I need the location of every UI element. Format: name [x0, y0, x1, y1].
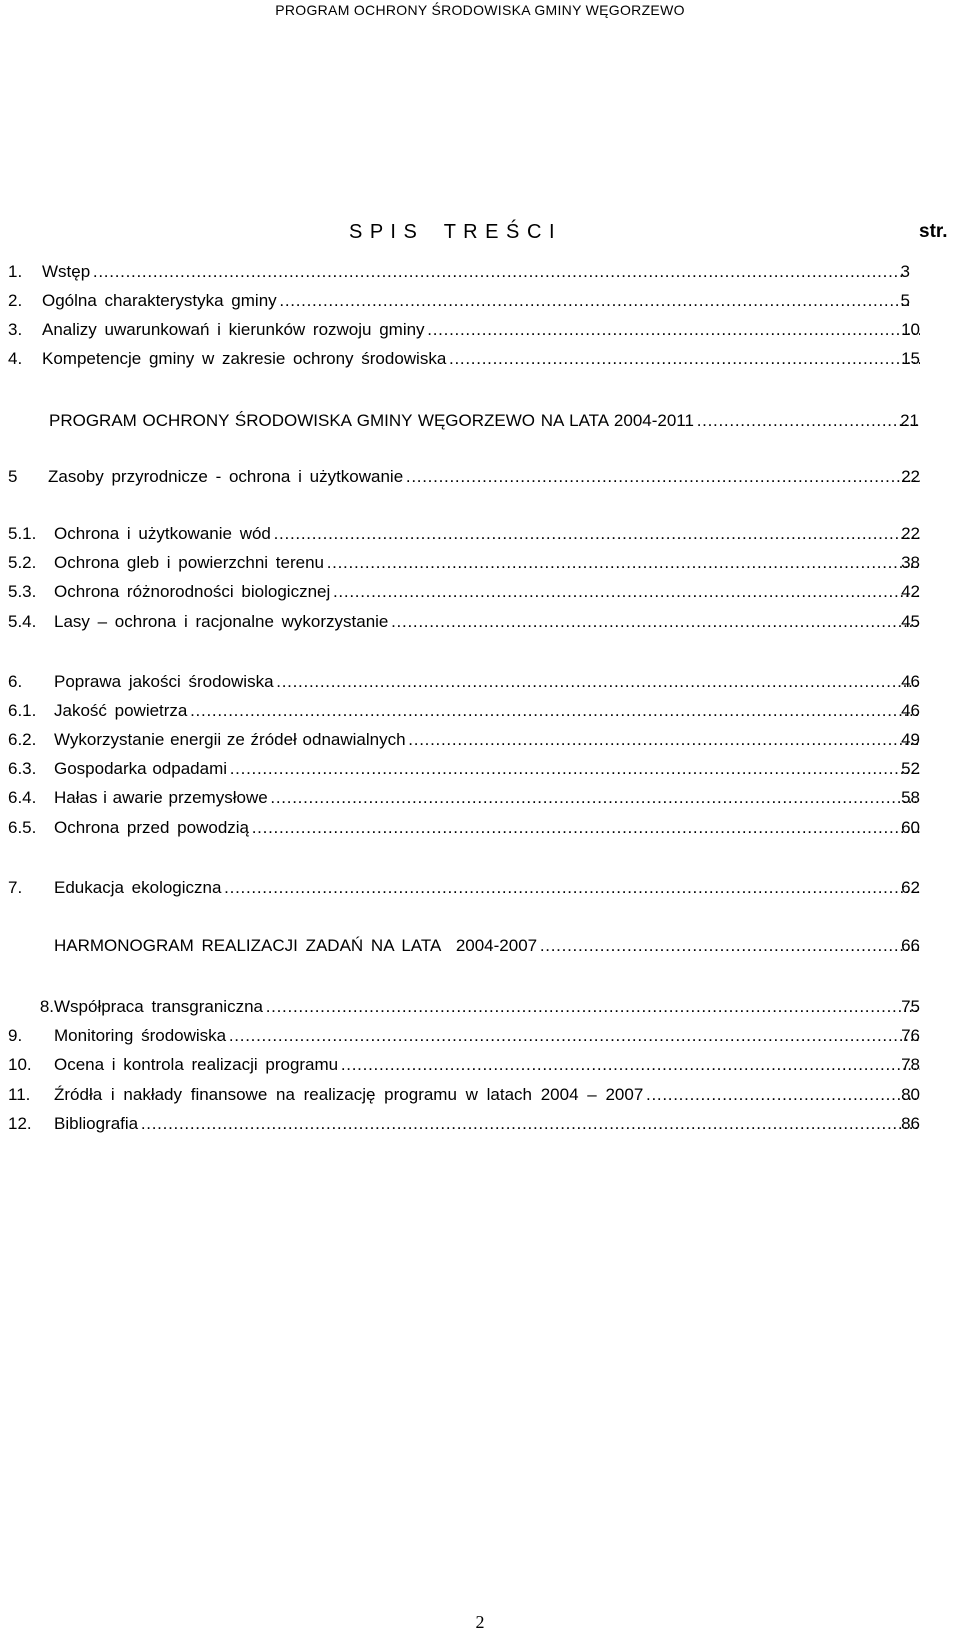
toc-entry-page: 62	[901, 878, 920, 897]
toc-entry[interactable]	[8, 788, 920, 812]
page-number: 2	[475, 1612, 485, 1632]
toc-entry[interactable]	[8, 759, 920, 783]
toc-entry[interactable]	[8, 1114, 920, 1138]
toc-entry-label: Wstęp . . .	[42, 262, 910, 282]
toc-entry-label: Bibliografia . . .	[54, 1114, 920, 1134]
toc-entry-page: 21	[900, 411, 919, 430]
running-header: PROGRAM OCHRONY ŚRODOWISKA GMINY WĘGORZEWO	[275, 2, 685, 18]
toc-entry-label: Ogólna charakterystyka gminy . . .	[42, 291, 910, 311]
toc-entry[interactable]	[8, 1055, 920, 1079]
toc-entry-number: 5.3.	[8, 582, 37, 601]
toc-entry-label: Gospodarka odpadami . . .	[54, 759, 920, 779]
toc-title: S P I S T R E Ś C I	[349, 221, 556, 243]
toc-entry[interactable]	[8, 320, 920, 344]
toc-entry-number: 6.1.	[8, 701, 37, 720]
toc-entry[interactable]	[8, 878, 920, 902]
toc-entry-page: 86	[901, 1114, 920, 1133]
toc-entry-label: Lasy – ochrona i racjonalne wykorzystanie . . .	[54, 612, 920, 632]
toc-entry[interactable]	[8, 291, 910, 315]
toc-section-heading[interactable]	[49, 411, 919, 435]
toc-entry-page: 46	[901, 701, 920, 720]
toc-entry-number: 6.5.	[8, 818, 37, 837]
toc-entry-page: 5	[900, 291, 910, 310]
toc-entry-number: 6.3.	[8, 759, 37, 778]
toc-entry-number: 10.	[8, 1055, 32, 1074]
toc-entry-label: Ochrona różnorodności biologicznej . . .	[54, 582, 920, 602]
toc-entry[interactable]	[8, 582, 920, 606]
toc-entry-number: 2.	[8, 291, 23, 310]
toc-entry-label: Analizy uwarunkowań i kierunków rozwoju gminy . . .	[42, 320, 920, 340]
toc-entry-label: Współpraca transgraniczna . . .	[54, 997, 920, 1017]
toc-entry-number: 5.1.	[8, 524, 37, 543]
toc-entry-number: 3.	[8, 320, 23, 339]
toc-entry-number: 4.	[8, 349, 23, 368]
toc-entry-number: 7.	[8, 878, 23, 897]
toc-entry[interactable]	[8, 612, 920, 636]
toc-entry-number: 1.	[8, 262, 23, 281]
toc-entry-number: 6.2.	[8, 730, 37, 749]
toc-entry-page: 49	[901, 730, 920, 749]
toc-entry-page: 3	[900, 262, 910, 281]
toc-entry-label: HARMONOGRAM REALIZACJI ZADAŃ NA LATA 2004-2007 . . .	[54, 936, 920, 956]
toc-entry-page: 80	[901, 1085, 920, 1104]
toc-entry-label: Ochrona i użytkowanie wód . . .	[54, 524, 920, 544]
toc-entry[interactable]	[8, 997, 920, 1021]
toc-entry[interactable]	[8, 553, 920, 577]
toc-entry-label: Jakość powietrza . . .	[54, 701, 920, 721]
toc-entry[interactable]	[8, 262, 910, 286]
toc-entry[interactable]	[8, 467, 920, 491]
toc-entry-label: Ocena i kontrola realizacji programu . . .	[54, 1055, 920, 1075]
toc-entry-page: 45	[901, 612, 920, 631]
toc-entry-page: 10	[901, 320, 920, 339]
toc-entry-number: 9.	[8, 1026, 23, 1045]
page-column-label: str.	[919, 221, 948, 242]
toc-entry[interactable]	[8, 1085, 920, 1109]
toc-entry-number: 6.	[8, 672, 23, 691]
toc-entry-page: 58	[901, 788, 920, 807]
toc-entry-label: PROGRAM OCHRONY ŚRODOWISKA GMINY WĘGORZEWO NA LATA 2004-2011 . . .	[49, 411, 919, 431]
toc-entry-page: 22	[901, 467, 920, 486]
toc-entry-page: 76	[901, 1026, 920, 1045]
toc-section-heading[interactable]	[54, 936, 920, 960]
toc-entry-label: Kompetencje gminy w zakresie ochrony środowiska . . .	[42, 349, 920, 369]
toc-entry-label: Zasoby przyrodnicze - ochrona i użytkowanie . . .	[48, 467, 920, 487]
toc-entry[interactable]	[8, 701, 920, 725]
toc-entry-number: 5.4.	[8, 612, 37, 631]
toc-entry-label: Wykorzystanie energii ze źródeł odnawialnych . . .	[54, 730, 920, 750]
toc-entry-page: 46	[901, 672, 920, 691]
toc-entry-number: 5.2.	[8, 553, 37, 572]
toc-entry-page: 60	[901, 818, 920, 837]
toc-entry-page: 75	[901, 997, 920, 1016]
toc-entry-page: 42	[901, 582, 920, 601]
toc-entry-number: 6.4.	[8, 788, 37, 807]
toc-entry-page: 22	[901, 524, 920, 543]
toc-entry-label: Edukacja ekologiczna . . .	[54, 878, 920, 898]
toc-entry[interactable]	[8, 349, 920, 373]
toc-entry-number: 5	[8, 467, 18, 486]
toc-entry-number: 12.	[8, 1114, 32, 1133]
toc-entry[interactable]	[8, 730, 920, 754]
toc-entry-number: 11.	[8, 1085, 31, 1104]
toc-entry-page: 38	[901, 553, 920, 572]
toc-entry[interactable]	[8, 672, 920, 696]
toc-entry-number: 8.	[39, 997, 54, 1016]
toc-entry-page: 52	[901, 759, 920, 778]
toc-entry[interactable]	[8, 818, 920, 842]
toc-entry-label: Monitoring środowiska . . .	[54, 1026, 920, 1046]
toc-entry-label: Ochrona gleb i powierzchni terenu . . .	[54, 553, 920, 573]
toc-entry-label: Poprawa jakości środowiska . . .	[54, 672, 920, 692]
toc-entry-page: 15	[901, 349, 920, 368]
toc-entry[interactable]	[8, 1026, 920, 1050]
toc-entry-label: Źródła i nakłady finansowe na realizację programu w latach 2004 – 2007 . . .	[54, 1085, 920, 1105]
toc-entry[interactable]	[8, 524, 920, 548]
toc-entry-label: Hałas i awarie przemysłowe . . .	[54, 788, 920, 808]
toc-entry-page: 78	[901, 1055, 920, 1074]
toc-entry-label: Ochrona przed powodzią . . .	[54, 818, 920, 838]
toc-entry-page: 66	[901, 936, 920, 955]
